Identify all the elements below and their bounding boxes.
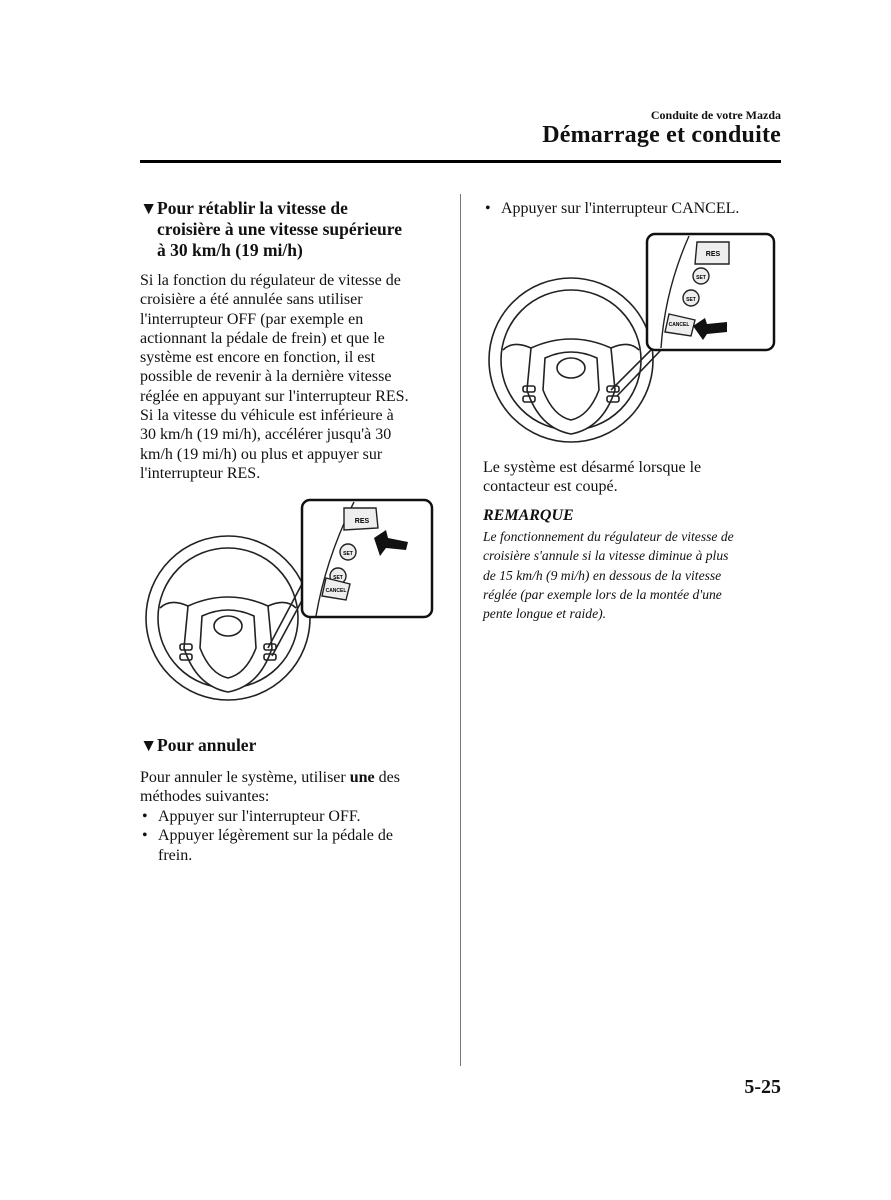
list-item: [483, 199, 783, 218]
section-heading-resume: [140, 198, 450, 261]
note-line: réglée (par exemple lors de la montée d'une: [483, 586, 722, 602]
paragraph-line: possible de revenir à la dernière vitesse: [140, 368, 392, 386]
bullet-icon: •: [142, 827, 148, 845]
header-rule: [140, 160, 781, 163]
heading-line: à 30 km/h (19 mi/h): [157, 240, 303, 260]
heading-line: croisière à une vitesse supérieure: [157, 219, 402, 239]
note-line: Le fonctionnement du régulateur de vitesse de: [483, 529, 734, 544]
res-label: RES: [705, 251, 721, 258]
list-item-text: Appuyer sur l'interrupteur OFF.: [158, 808, 361, 825]
note-body: [483, 527, 783, 623]
list-item-text: Appuyer légèrement sur la pédale de: [158, 827, 394, 845]
paragraph-line: l'interrupteur RES.: [140, 464, 261, 482]
page-title: Démarrage et conduite: [542, 122, 781, 148]
intro-text: Pour annuler le système, utiliser: [140, 769, 350, 786]
disarm-paragraph: [483, 458, 783, 497]
cancel-label: CANCEL: [325, 588, 347, 594]
paragraph-line: croisière a été annulée sans utiliser: [140, 291, 363, 309]
running-header-subtitle: Conduite de votre Mazda: [650, 108, 781, 122]
note-line: de 15 km/h (9 mi/h) en dessous de la vitesse: [483, 567, 722, 583]
steering-wheel-cancel-illustration: [483, 230, 778, 445]
column-divider: [460, 194, 461, 1066]
note-line: croisière s'annule si la vitesse diminue à plus: [483, 548, 729, 564]
paragraph-line: Le système est désarmé lorsque le: [483, 459, 702, 476]
list-item-text: frein.: [158, 846, 193, 864]
res-label: RES: [354, 518, 370, 525]
paragraph-line: Si la vitesse du véhicule est inférieure à: [140, 407, 394, 425]
set-plus-label: SET: [343, 551, 353, 557]
set-minus-label: SET: [686, 297, 696, 303]
bullet-icon: •: [142, 808, 148, 825]
triangle-marker-icon: ▼: [140, 735, 158, 755]
paragraph-line: contacteur est coupé.: [483, 478, 618, 496]
list-item: [140, 807, 450, 826]
cancel-label: CANCEL: [668, 322, 690, 328]
paragraph-line: 30 km/h (19 mi/h), accélérer jusqu'à 30: [140, 426, 392, 444]
cancel-methods-list: [140, 807, 450, 865]
cancel-intro: [140, 768, 450, 807]
bullet-icon: •: [485, 200, 491, 217]
note-line: pente longue et raide).: [483, 606, 607, 622]
note-title: REMARQUE: [483, 507, 574, 524]
intro-line: [140, 768, 450, 787]
resume-paragraph: [140, 271, 450, 483]
steering-wheel-res-illustration: [140, 498, 435, 713]
page-number: 5-25: [744, 1076, 781, 1098]
paragraph-line: km/h (19 mi/h) ou plus et appuyer sur: [140, 445, 383, 463]
paragraph-line: Si la fonction du régulateur de vitesse de: [140, 272, 401, 289]
paragraph-line: système est encore en fonction, il est: [140, 349, 376, 367]
cancel-switch-list: [483, 199, 783, 218]
list-item: [140, 826, 450, 865]
triangle-marker-icon: ▼: [140, 198, 158, 218]
intro-line: méthodes suivantes:: [140, 788, 270, 806]
paragraph-line: actionnant la pédale de frein) et que le: [140, 329, 385, 347]
intro-emphasis: une: [349, 769, 375, 786]
heading-text: Pour annuler: [157, 735, 257, 755]
set-minus-label: SET: [333, 575, 343, 581]
paragraph-line: l'interrupteur OFF (par exemple en: [140, 310, 364, 328]
intro-text: des: [374, 769, 400, 786]
set-plus-label: SET: [696, 275, 706, 281]
heading-line: Pour rétablir la vitesse de: [157, 198, 348, 218]
section-heading-cancel: [140, 735, 256, 756]
list-item-text: Appuyer sur l'interrupteur CANCEL.: [501, 200, 740, 217]
paragraph-line: réglée en appuyant sur l'interrupteur RES.: [140, 387, 409, 405]
